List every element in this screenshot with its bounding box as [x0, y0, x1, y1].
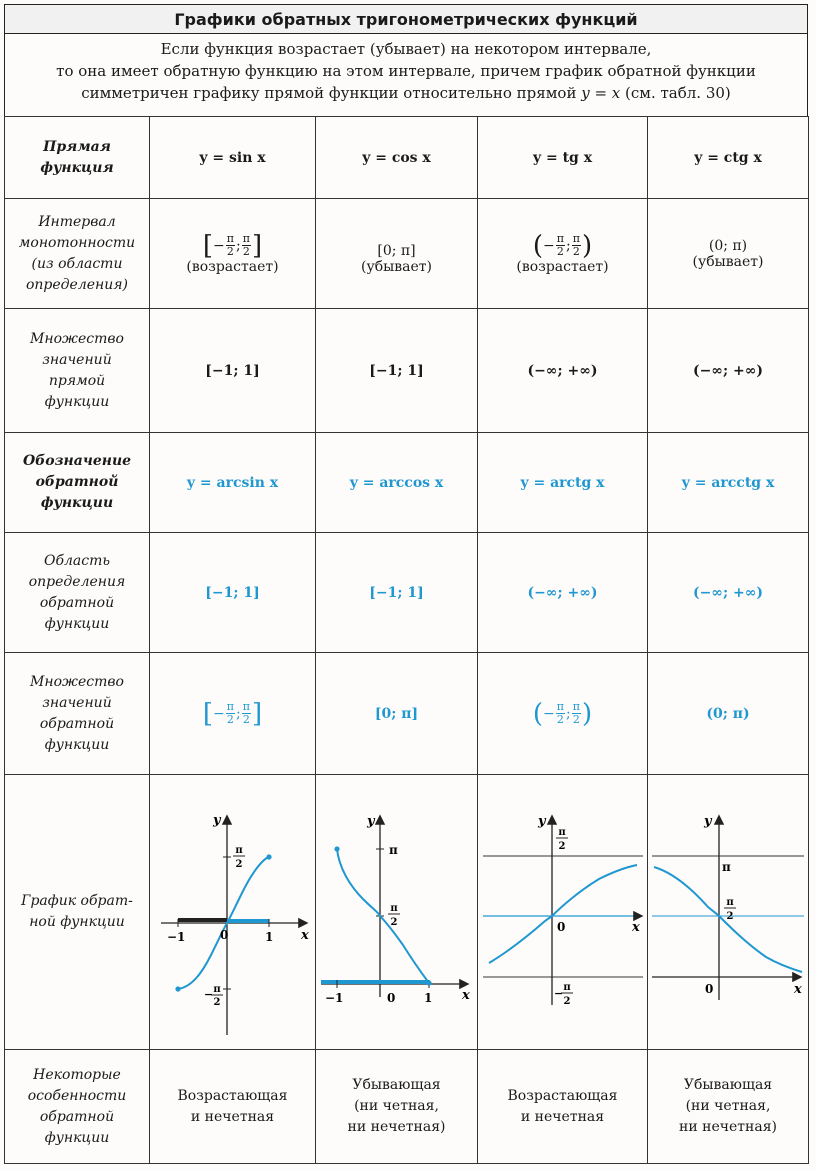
cell-cos-range: [−1; 1]: [316, 309, 478, 433]
svg-text:2: 2: [726, 911, 734, 922]
cell-arcctg: y = arcctg x: [648, 433, 809, 533]
cell-arctg-graph: [478, 775, 648, 1050]
svg-text:π: π: [562, 982, 571, 993]
svg-text:−: −: [553, 987, 563, 1000]
endpoint: [266, 854, 271, 859]
table-row: [5, 653, 809, 775]
cell-tg-interval: [478, 199, 648, 309]
table-row: [5, 1050, 809, 1164]
row-label-range-inverse: Множество значений обратной функции: [5, 653, 150, 775]
svg-text:−1: −1: [166, 930, 185, 944]
row-label-monotonic: Интервал монотонности (из области определения): [5, 199, 150, 309]
table-row: [5, 199, 809, 309]
table-title: Графики обратных тригонометрических функций: [4, 4, 808, 34]
cell-ctg-range: (−∞; +∞): [648, 309, 809, 433]
svg-text:π: π: [557, 827, 566, 838]
cell-sin-interval: [150, 199, 316, 309]
endpoint: [334, 846, 339, 851]
cell-arctg-range: (− $\frac{\pi}{2}$ ; $\frac{\pi}{2}$ ): [478, 653, 648, 775]
cell-arccos-graph: [316, 775, 478, 1050]
arctg-curve: [489, 865, 637, 963]
cell-arcsin-graph: [150, 775, 316, 1050]
cell-tg-range: (−∞; +∞): [478, 309, 648, 433]
cell-arcctg-range: (0; π): [648, 653, 809, 775]
svg-text:0: 0: [556, 920, 565, 934]
row-label-notation: Обозначение обратной функции: [5, 433, 150, 533]
svg-text:x: x: [631, 920, 640, 935]
svg-text:2: 2: [558, 841, 565, 852]
svg-text:π: π: [234, 845, 243, 856]
svg-text:0: 0: [219, 928, 228, 942]
svg-text:π: π: [722, 860, 731, 874]
ctg-monotonic-note: (убывает): [692, 253, 764, 270]
svg-text:π: π: [388, 843, 398, 857]
svg-text:y: y: [212, 813, 221, 828]
intro-line-3: симметричен графику прямой функции относительно прямой y = x (см. табл. 30): [81, 84, 731, 102]
svg-text:y: y: [704, 814, 712, 829]
tg-interval: (− $\frac{\pi}{2}$ ; $\frac{\pi}{2}$ ): [532, 230, 593, 261]
sin-interval: [− $\frac{\pi}{2}$ ; $\frac{\pi}{2}$ ]: [202, 230, 263, 261]
table-row: [5, 775, 809, 1050]
arcsin-graph: [151, 775, 315, 1045]
svg-text:2: 2: [563, 996, 570, 1007]
svg-text:y: y: [537, 814, 546, 829]
row-label-features: Некоторые особенности обратной функции: [5, 1050, 150, 1164]
cos-monotonic-note: (убывает): [361, 258, 432, 275]
cell-arcsin-domain: [−1; 1]: [150, 533, 316, 653]
cell-arcctg-graph: [648, 775, 809, 1050]
cell-arccos-range: [0; π]: [316, 653, 478, 775]
intro-text: [4, 33, 808, 117]
row-label-domain-inverse: Область определения обратной функции: [5, 533, 150, 653]
cell-sin: y = sin x: [150, 117, 316, 199]
cell-arctg: y = arctg x: [478, 433, 648, 533]
svg-text:π: π: [726, 897, 734, 908]
table-row: [5, 533, 809, 653]
cell-arcsin-range: [− $\frac{\pi}{2}$ ; $\frac{\pi}{2}$ ]: [150, 653, 316, 775]
svg-text:x: x: [461, 988, 470, 1003]
svg-text:y: y: [366, 814, 375, 829]
svg-text:π: π: [212, 984, 221, 995]
cell-arccos-features: Убывающая (ни четная, ни нечетная): [316, 1050, 478, 1164]
cos-interval: [0; π]: [377, 242, 416, 259]
cell-arctg-domain: (−∞; +∞): [478, 533, 648, 653]
svg-text:2: 2: [235, 859, 242, 870]
arctg-graph: [479, 775, 647, 1045]
svg-text:π: π: [389, 903, 398, 914]
arcctg-graph: [648, 775, 808, 1045]
svg-text:2: 2: [390, 917, 397, 928]
cell-arccos: y = arccos x: [316, 433, 478, 533]
cell-sin-range: [−1; 1]: [150, 309, 316, 433]
cell-arcctg-domain: (−∞; +∞): [648, 533, 809, 653]
row-label-graph: График обрат- ной функции: [5, 775, 150, 1050]
svg-text:0: 0: [705, 982, 714, 996]
cell-arctg-features: Возрастающая и нечетная: [478, 1050, 648, 1164]
svg-text:x: x: [794, 982, 802, 997]
svg-text:1: 1: [264, 930, 273, 944]
svg-text:x: x: [300, 928, 309, 943]
row-label-direct: Прямая функция: [5, 117, 150, 199]
cell-arccos-domain: [−1; 1]: [316, 533, 478, 653]
intro-line-2: то она имеет обратную функцию на этом интервале, причем график обратной функции: [56, 62, 756, 80]
sin-monotonic-note: (возрастает): [186, 258, 279, 275]
cell-arcsin: y = arcsin x: [150, 433, 316, 533]
svg-text:1: 1: [423, 991, 432, 1005]
table-row: [5, 117, 809, 199]
arccos-graph: [317, 775, 477, 1045]
cell-cos-interval: [316, 199, 478, 309]
cell-ctg-interval: [648, 199, 809, 309]
svg-text:−: −: [203, 988, 213, 1001]
cell-arcsin-features: Возрастающая и нечетная: [150, 1050, 316, 1164]
svg-text:0: 0: [386, 991, 395, 1005]
svg-text:2: 2: [213, 997, 220, 1008]
cell-arcctg-features: Убывающая (ни четная, ни нечетная): [648, 1050, 809, 1164]
cell-cos: y = cos x: [316, 117, 478, 199]
table-row: [5, 433, 809, 533]
tg-monotonic-note: (возрастает): [516, 258, 609, 275]
table-row: [5, 309, 809, 433]
svg-text:−1: −1: [324, 991, 343, 1005]
functions-table: [4, 116, 809, 1164]
cell-tg: y = tg x: [478, 117, 648, 199]
intro-line-1: Если функция возрастает (убывает) на некотором интервале,: [160, 40, 652, 58]
row-label-range-direct: Множество значений прямой функции: [5, 309, 150, 433]
cell-ctg: y = ctg x: [648, 117, 809, 199]
endpoint: [426, 980, 431, 985]
endpoint: [175, 986, 180, 991]
ctg-interval: (0; π): [708, 237, 748, 254]
